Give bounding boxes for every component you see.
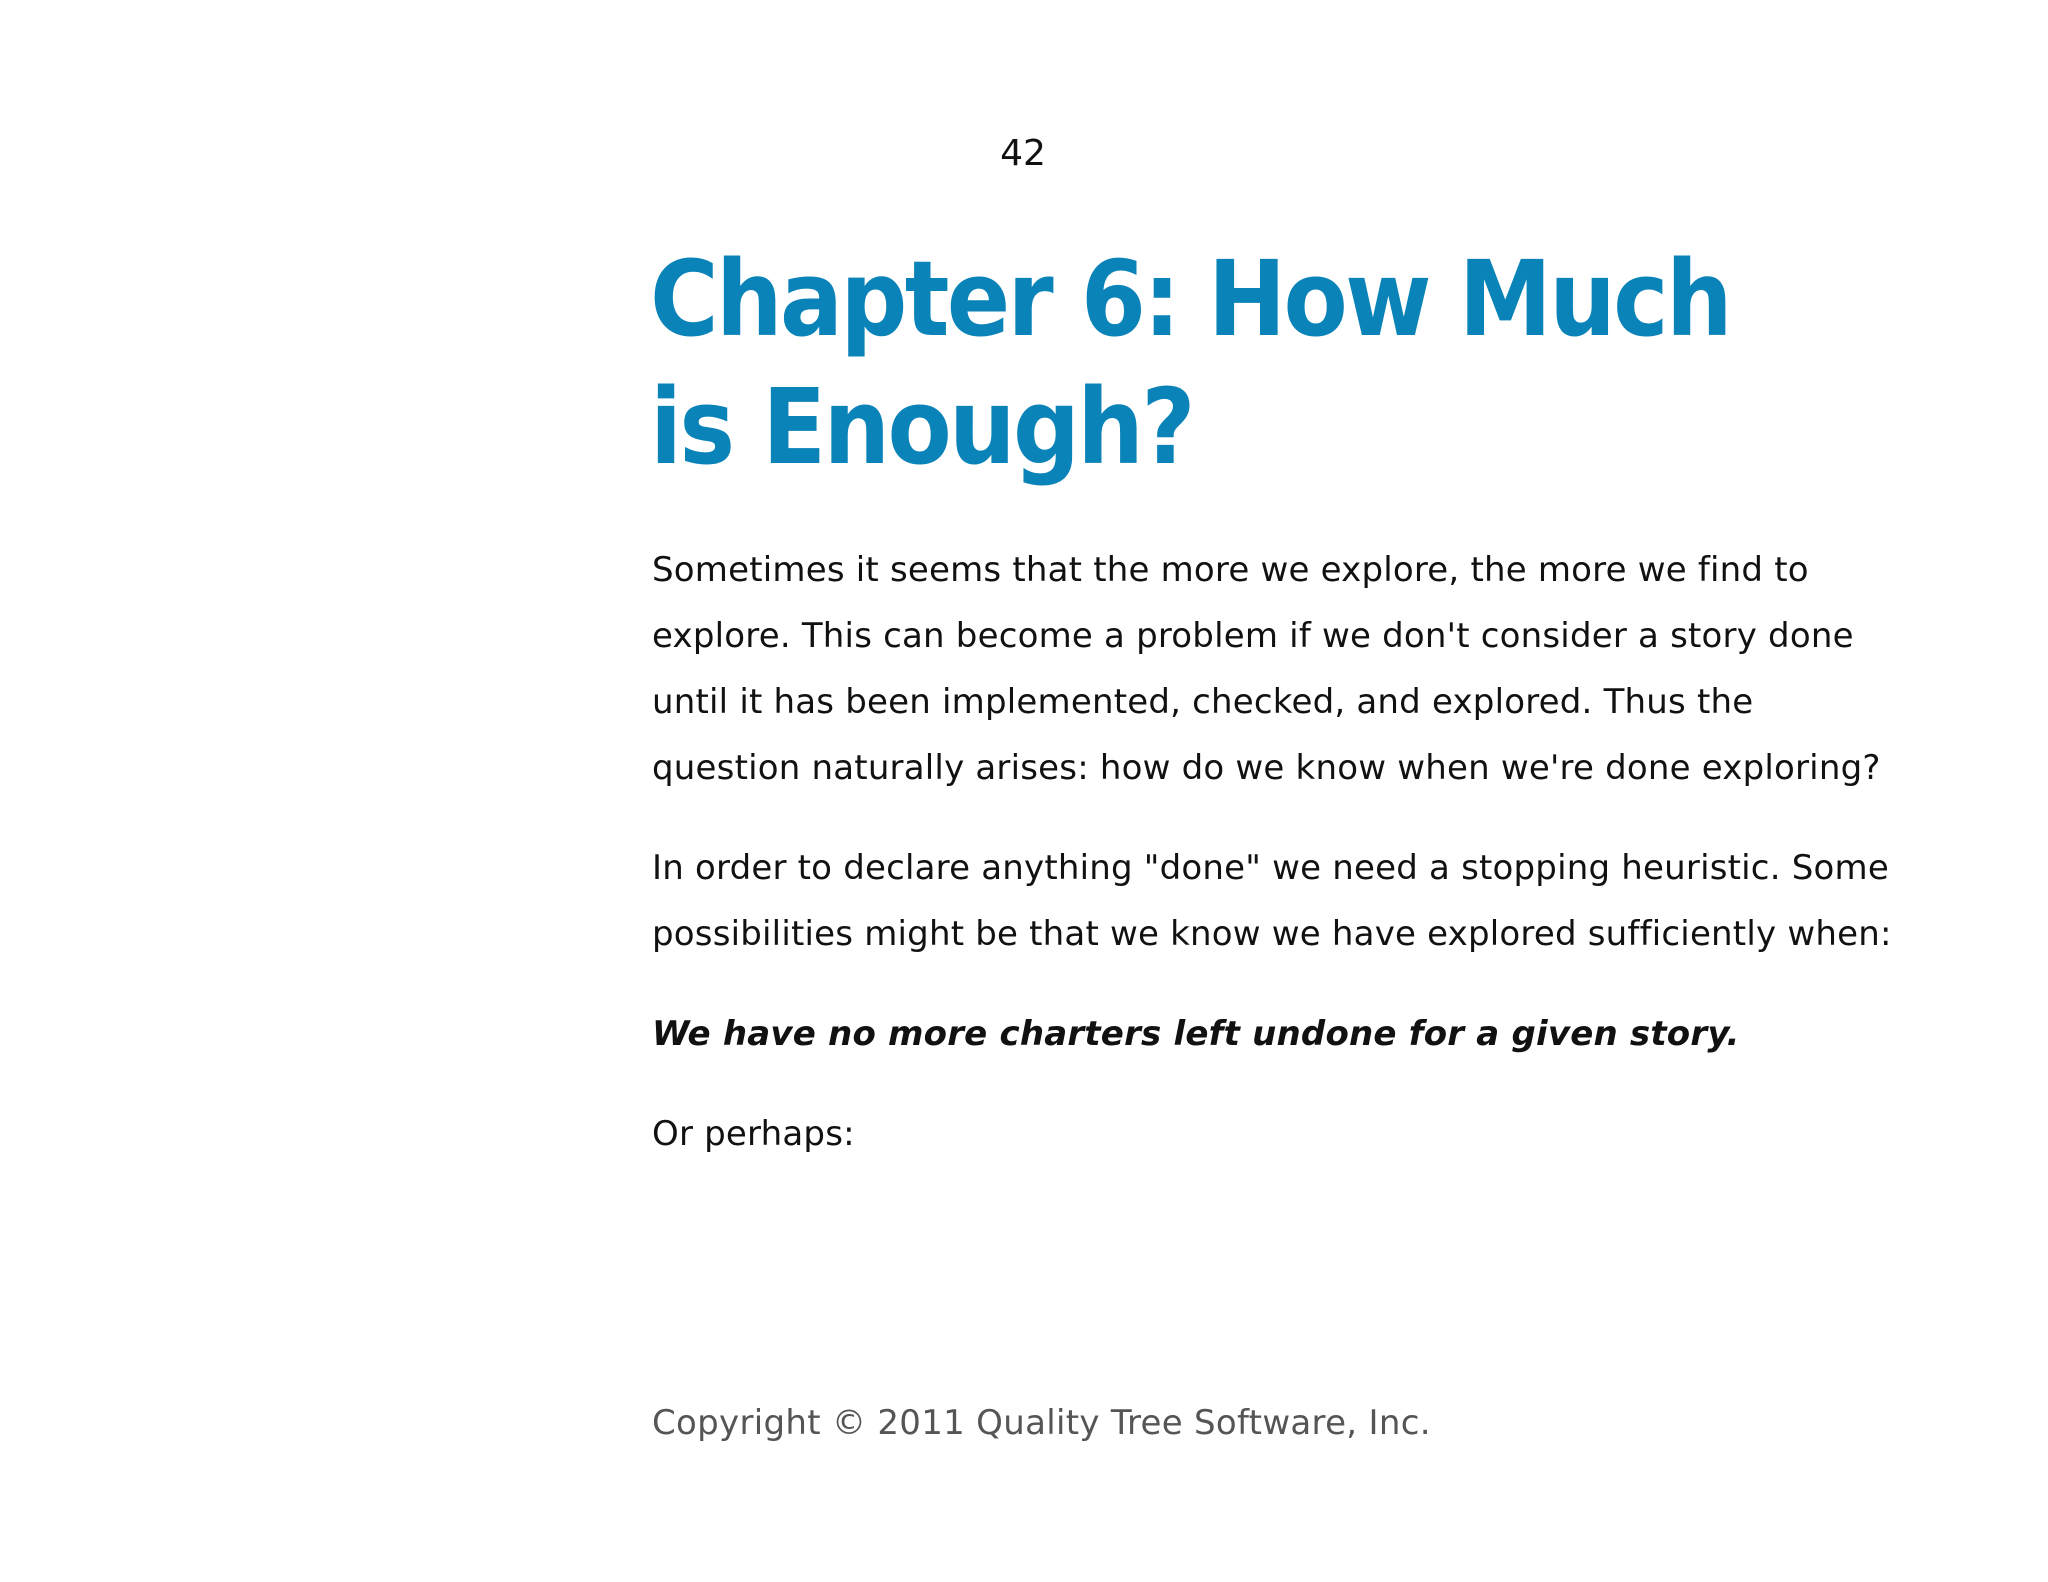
body-paragraph-4: Or perhaps:	[652, 1114, 855, 1154]
chapter-title: Chapter 6: How Much is Enough?	[650, 238, 1730, 488]
body-paragraph-1: Sometimes it seems that the more we explore, the more we find to explore. This can become a problem if we don't consider a story done until it has been implemented, checked, and explored. Thus the question naturally arises: how do we know when we're done exploring?	[652, 550, 1881, 788]
chapter-body	[652, 537, 1892, 1201]
page-number: 42	[1000, 133, 1046, 174]
emphasized-stopping-criterion: We have no more charters left undone for a given story.	[652, 1014, 1740, 1054]
copyright-footer: Copyright © 2011 Quality Tree Software, Inc.	[652, 1403, 1431, 1443]
body-paragraph-2: In order to declare anything "done" we need a stopping heuristic. Some possibilities might be that we know we have explored sufficiently when:	[652, 848, 1892, 954]
